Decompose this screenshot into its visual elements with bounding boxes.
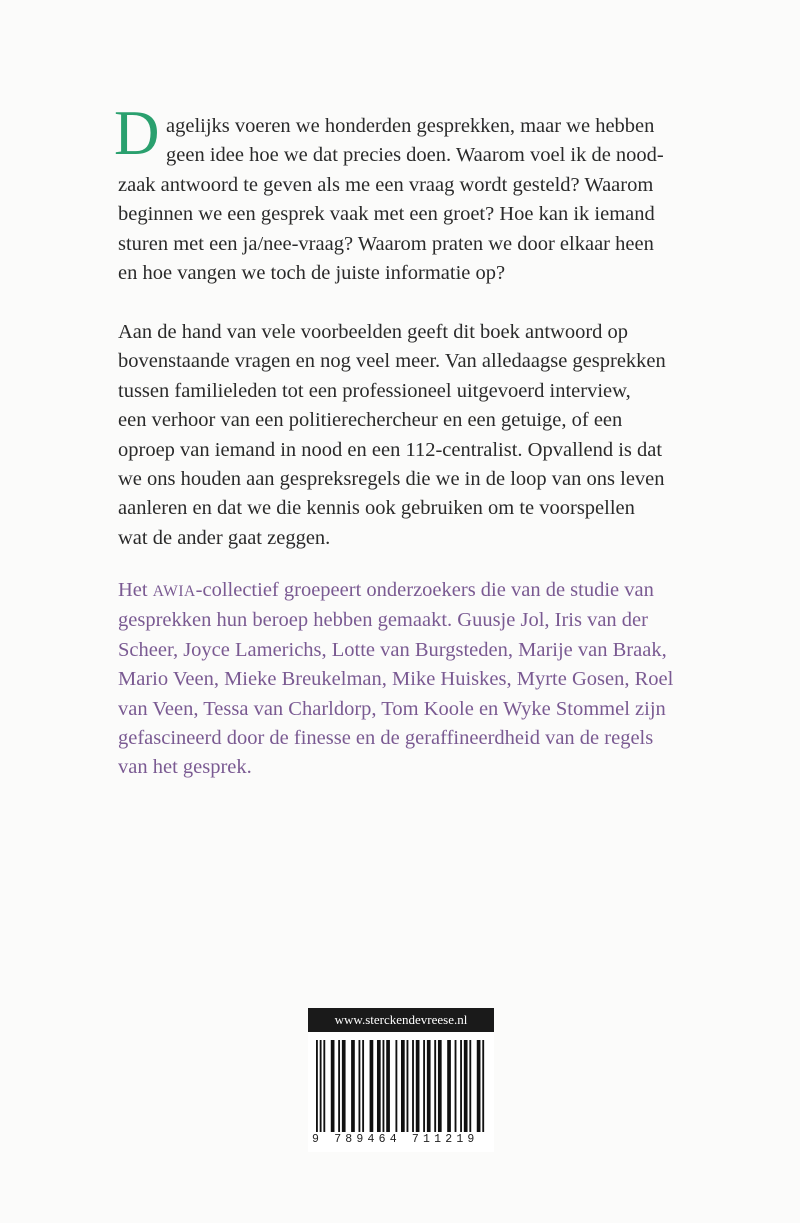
barcode-bar xyxy=(320,1040,322,1132)
text-line: bovenstaande vragen en nog veel meer. Van alledaagse gesprekken xyxy=(118,350,666,373)
barcode-bar xyxy=(412,1040,414,1132)
barcode-bar xyxy=(401,1040,405,1132)
barcode-bar xyxy=(370,1040,374,1132)
text-line: Mario Veen, Mieke Breukelman, Mike Huiskes, Myrte Gosen, Roel xyxy=(118,668,674,691)
barcode-bar xyxy=(331,1040,335,1132)
barcode-bar xyxy=(423,1040,425,1132)
text-prefix: Het xyxy=(118,579,153,601)
text-suffix: -collectief groepeert onderzoekers die van de studie van xyxy=(195,579,654,601)
drop-cap: D xyxy=(114,98,160,168)
barcode-bar xyxy=(469,1040,471,1132)
text-line: Scheer, Joyce Lamerichs, Lotte van Burgsteden, Marije van Braak, xyxy=(118,638,667,661)
text-line: beginnen we een gesprek vaak met een groet? Hoe kan ik iemand xyxy=(118,203,655,226)
text-line: gefascineerd door de finesse en de geraffineerdheid van de regels xyxy=(118,727,654,750)
barcode-bar xyxy=(383,1040,385,1132)
barcode-bar xyxy=(427,1040,431,1132)
barcode-bar xyxy=(338,1040,340,1132)
intro-paragraph xyxy=(114,98,718,288)
barcode-bar xyxy=(386,1040,390,1132)
barcode-block xyxy=(308,1008,494,1152)
barcode-bar xyxy=(438,1040,442,1132)
text-line: agelijks voeren we honderden gesprekken, maar we hebben xyxy=(166,115,655,137)
barcode-bar xyxy=(342,1040,346,1132)
collective-name: AWIA xyxy=(152,583,196,600)
barcode-bar xyxy=(362,1040,364,1132)
barcode-bar xyxy=(477,1040,481,1132)
barcode-bar xyxy=(407,1040,409,1132)
text-line: en hoe vangen we toch de juiste informatie op? xyxy=(118,262,506,285)
text-line: geen idee hoe we dat precies doen. Waarom voel ik de nood- xyxy=(166,144,664,167)
authors-paragraph xyxy=(118,576,718,783)
barcode-bar xyxy=(482,1040,484,1132)
text-line: wat de ander gaat zeggen. xyxy=(118,526,331,549)
barcode-bar xyxy=(323,1040,325,1132)
barcode-bar xyxy=(316,1040,318,1132)
barcode-bar xyxy=(447,1040,451,1132)
barcode-bar xyxy=(455,1040,457,1132)
barcode-panel xyxy=(308,1032,494,1152)
text-line: tussen familieleden tot een professioneel uitgevoerd interview, xyxy=(118,379,631,402)
barcode-bar xyxy=(351,1040,355,1132)
barcode-bar xyxy=(416,1040,420,1132)
text-line: van het gesprek. xyxy=(118,756,252,779)
text-line: zaak antwoord te geven als me een vraag wordt gesteld? Waarom xyxy=(118,173,654,196)
text-line: we ons houden aan gespreksregels die we in de loop van ons leven xyxy=(118,468,665,491)
text-line: een verhoor van een politierechercheur en een getuige, of een xyxy=(118,409,623,432)
text-line: gesprekken hun beroep hebben gemaakt. Guusje Jol, Iris van der xyxy=(118,609,648,632)
barcode-bar xyxy=(460,1040,462,1132)
description-paragraph xyxy=(118,318,718,553)
text-line: Aan de hand van vele voorbeelden geeft dit boek antwoord op xyxy=(118,321,629,343)
publisher-url: www.sterckendevreese.nl xyxy=(308,1008,494,1032)
barcode-bar xyxy=(434,1040,436,1132)
text-line: van Veen, Tessa van Charldorp, Tom Koole en Wyke Stommel zijn xyxy=(118,697,666,720)
text-line xyxy=(118,576,718,606)
barcode-bar xyxy=(395,1040,397,1132)
barcode-icon xyxy=(316,1040,486,1132)
barcode-bar xyxy=(464,1040,468,1132)
text-line: aanleren en dat we die kennis ook gebruiken om te voorspellen xyxy=(118,497,635,520)
barcode-bar xyxy=(377,1040,381,1132)
text-line: sturen met een ja/nee-vraag? Waarom praten we door elkaar heen xyxy=(118,232,654,255)
text-line: oproep van iemand in nood en een 112-centralist. Opvallend is dat xyxy=(118,438,663,461)
barcode-bar xyxy=(359,1040,361,1132)
isbn-number: 9 789464 711219 xyxy=(312,1133,479,1146)
